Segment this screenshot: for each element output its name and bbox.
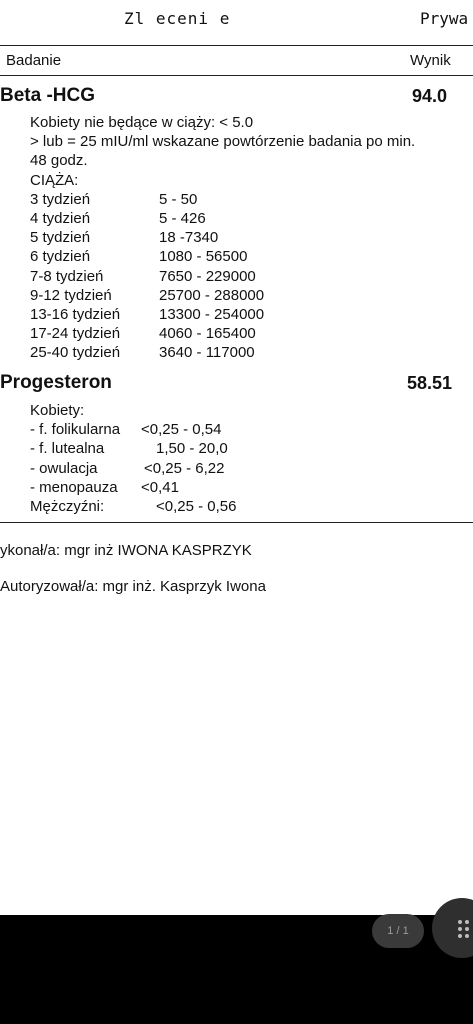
reference-label: 25-40 tydzień	[30, 344, 121, 362]
test-value-beta-hcg: 94.0	[412, 86, 448, 106]
reference-range: <0,25 - 0,56	[156, 497, 237, 515]
authorized-by-text: Autoryzował/a: mgr inż. Kasprzyk Iwona	[0, 578, 266, 595]
test-name-beta-hcg: Beta -HCG	[0, 85, 96, 106]
reference-row	[30, 209, 415, 228]
reference-range: 18 -7340	[159, 229, 219, 247]
reference-row	[30, 420, 236, 439]
reference-label: Mężczyźni:	[30, 497, 105, 515]
reference-label: 4 tydzień	[30, 209, 91, 227]
reference-row	[30, 478, 236, 497]
reference-range: 5 - 426	[159, 209, 206, 227]
reference-row	[30, 305, 415, 324]
reference-range: 13300 - 254000	[159, 305, 265, 323]
reference-row	[30, 267, 415, 286]
reference-range: 4060 - 165400	[159, 325, 256, 343]
test-name-progesteron: Progesteron	[0, 372, 112, 393]
reference-range: <0,25 - 0,54	[141, 421, 222, 439]
reference-range: <0,25 - 6,22	[144, 459, 225, 477]
reference-label: 7-8 tydzień	[30, 267, 104, 285]
reference-row	[30, 497, 236, 516]
reference-note: Kobiety nie będące w ciąży: < 5.0	[30, 114, 254, 131]
divider	[0, 522, 473, 523]
reference-range: 5 - 50	[159, 190, 198, 208]
page-indicator[interactable]: 1 / 1	[372, 914, 424, 948]
reference-label: 3 tydzień	[30, 190, 91, 208]
performed-by-text: ykonał/a: mgr inż IWONA KASPRZYK	[0, 542, 252, 559]
reference-label: - owulacja	[30, 459, 98, 477]
test-value-progesteron: 58.51	[407, 373, 453, 393]
reference-label: 6 tydzień	[30, 248, 91, 266]
reference-row	[30, 228, 415, 247]
reference-row	[30, 286, 415, 305]
reference-ranges-beta-hcg	[30, 113, 415, 362]
reference-row	[30, 247, 415, 266]
reference-label: - f. lutealna	[30, 440, 105, 458]
reference-note: 48 godz.	[30, 152, 88, 170]
reference-row	[30, 324, 415, 343]
reference-label: 17-24 tydzień	[30, 325, 121, 343]
reference-label: - menopauza	[30, 478, 118, 496]
reference-note: > lub = 25 mIU/ml wskazane powtórzenie badania po min.	[30, 133, 416, 151]
grid-dots-icon	[458, 920, 472, 938]
reference-range: 7650 - 229000	[159, 267, 256, 285]
reference-range: 25700 - 288000	[159, 286, 265, 304]
reference-label: 5 tydzień	[30, 229, 91, 247]
reference-label: 13-16 tydzień	[30, 305, 121, 323]
reference-range: 1,50 - 20,0	[156, 440, 228, 458]
payer-header-label: Prywa	[420, 9, 469, 28]
reference-row	[30, 439, 236, 458]
column-header-test: Badanie	[6, 52, 62, 69]
reference-row	[30, 343, 415, 362]
reference-label: 9-12 tydzień	[30, 286, 112, 304]
reference-range: <0,41	[141, 478, 179, 496]
reference-range: 1080 - 56500	[159, 248, 248, 266]
reference-range: 3640 - 117000	[159, 344, 255, 362]
order-header-label: Zl eceni e	[124, 9, 231, 28]
reference-note: CIĄŻA:	[30, 171, 79, 189]
reference-label: - f. folikularna	[30, 421, 121, 439]
reference-note: Kobiety:	[30, 402, 85, 419]
reference-row	[30, 459, 236, 478]
reference-row	[30, 190, 415, 209]
divider	[0, 45, 473, 46]
divider	[0, 75, 473, 76]
column-header-result: Wynik	[410, 52, 451, 69]
reference-ranges-progesteron	[30, 401, 236, 516]
